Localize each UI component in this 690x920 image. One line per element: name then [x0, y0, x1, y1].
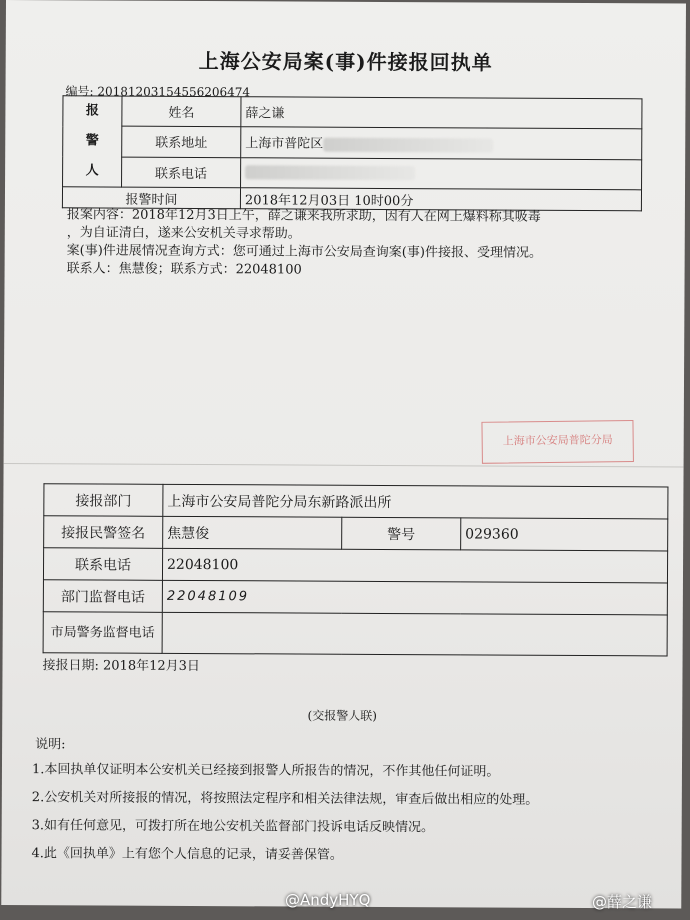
narrative-line: 联系人：焦慧俊；联系方式：22048100: [66, 261, 302, 278]
redaction-blur: [323, 138, 493, 153]
copy-label: (交报警人联): [307, 708, 377, 723]
watermark-right: @薛之谦: [592, 893, 653, 911]
note-item: 3.如有任何意见，可拨打所在地公安机关监督部门投诉电话反映情况。: [31, 818, 435, 836]
note-item: 4.此《回执单》上有您个人信息的记录，请妥善保管。: [31, 846, 343, 863]
row-supervise: [43, 580, 667, 615]
row-phone2: [43, 548, 667, 583]
badge-label: 警号: [342, 517, 461, 550]
receive-date: 接报日期: 2018年12月3日: [42, 658, 200, 675]
city-supervise-value: [162, 612, 667, 656]
receipt-paper: [1, 0, 686, 909]
fold-line: [4, 463, 684, 468]
name-label: 姓名: [122, 96, 241, 127]
serial-number: 编号: 20181203154556206474: [65, 84, 251, 100]
officer-value: 焦慧俊: [163, 516, 342, 549]
narrative-line: 报案内容：2018年12月3日上午，薛之谦来我所求助，因有人在网上爆料称其吸毒: [66, 207, 541, 225]
notes-list: [31, 758, 538, 873]
report-content: [67, 206, 637, 281]
narrative-line: ，为自证清白，遂来公安机关寻求帮助。: [66, 225, 301, 242]
row-dept: [44, 484, 668, 519]
note-item: 2.公安机关对所接报的情况，将按照法定程序和相关法律法规，审查后做出相应的处理。: [31, 790, 539, 808]
row-officer: [44, 516, 668, 551]
dept-value: 上海市公安局普陀分局东新路派出所: [163, 484, 668, 519]
name-value: 薛之谦: [241, 97, 642, 129]
city-supervise-label: 市局警务监督电话: [43, 612, 162, 654]
reporter-table: [62, 95, 643, 211]
note-item: 1.本回执单仅证明本公安机关已经接到报警人所报告的情况，不作其他任何证明。: [31, 762, 500, 780]
address-cell: [241, 127, 642, 159]
document-title: 上海公安局案(事)件接报回执单: [198, 49, 493, 75]
official-stamp: 上海市公安局普陀分局: [481, 420, 634, 464]
redaction-blur: [245, 166, 415, 181]
watermark-left: @AndyHYQ: [285, 891, 371, 909]
address-value: 上海市普陀区: [245, 136, 324, 153]
notes-title: 说明:: [35, 737, 66, 753]
supervise-handwritten: 22048109: [162, 580, 667, 615]
supervise-label: 部门监督电话: [43, 580, 162, 613]
phone-cell: [241, 157, 642, 189]
report-time-label: 报警时间: [62, 187, 240, 209]
row-city: [43, 612, 667, 656]
address-label: 联系地址: [122, 126, 241, 157]
row-address: [63, 126, 642, 159]
contact-phone-value: 22048100: [162, 548, 667, 583]
contact-phone-label: 联系电话: [43, 548, 162, 581]
phone-label: 联系电话: [122, 157, 241, 188]
officer-label: 接报民警签名: [44, 516, 163, 549]
row-phone: [63, 156, 642, 189]
reporter-label: 报 警 人: [63, 96, 122, 187]
narrative-line: 案(事)件进展情况查询方式：您可通过上海市公安局查询案(事)件接报、受理情况。: [66, 243, 543, 261]
badge-value: 029360: [461, 518, 668, 551]
row-name: [63, 96, 642, 129]
dept-label: 接报部门: [44, 484, 163, 517]
receiving-table: [43, 483, 669, 656]
report-time-value: 2018年12月03日 10时00分: [240, 188, 641, 211]
